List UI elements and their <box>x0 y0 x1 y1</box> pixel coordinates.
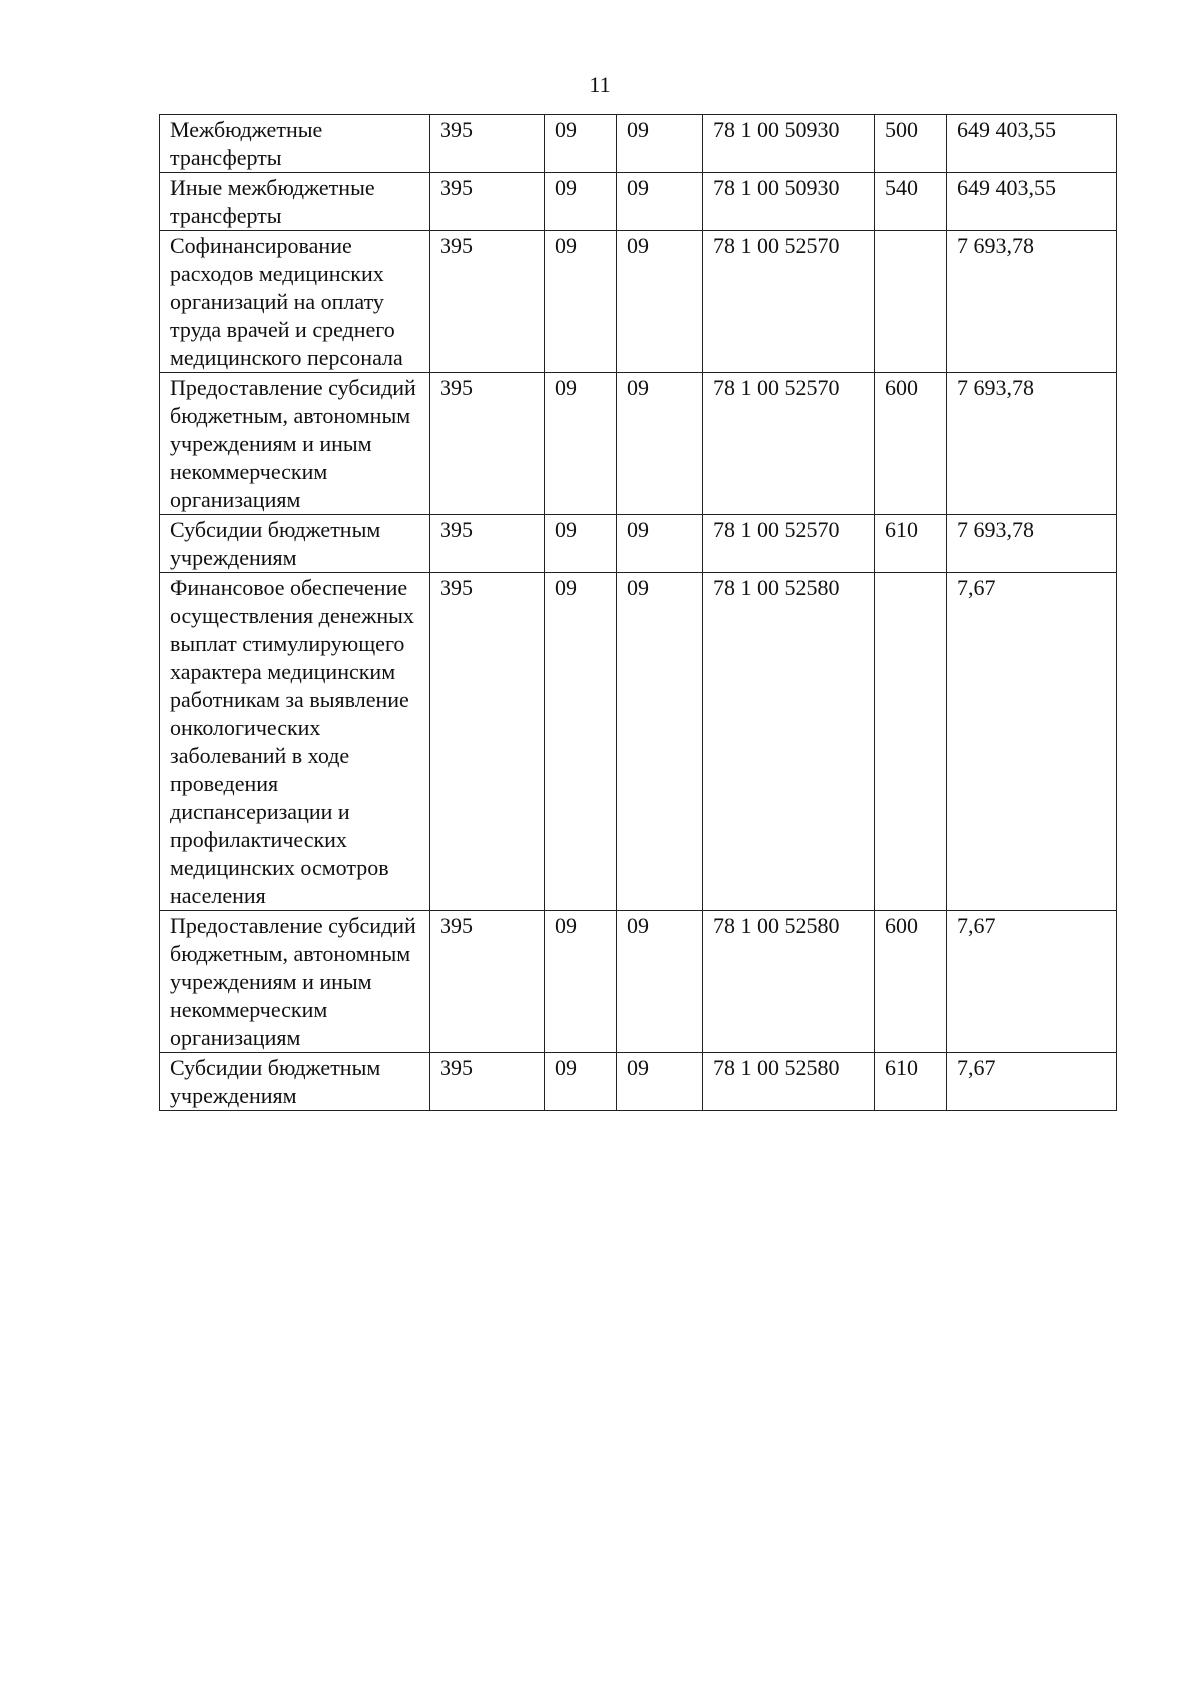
cell-sum: 7 693,78 <box>947 515 1117 573</box>
cell-sum: 7 693,78 <box>947 373 1117 515</box>
cell-grbs: 395 <box>430 515 545 573</box>
cell-section: 09 <box>545 231 617 373</box>
cell-subsection: 09 <box>617 231 703 373</box>
cell-expense-type: 600 <box>875 911 947 1053</box>
table-row <box>160 231 1117 373</box>
cell-grbs: 395 <box>430 573 545 911</box>
cell-target-article: 78 1 00 50930 <box>703 173 875 231</box>
cell-grbs: 395 <box>430 1053 545 1111</box>
table-row <box>160 515 1117 573</box>
cell-section: 09 <box>545 573 617 911</box>
cell-expense-type <box>875 231 947 373</box>
cell-grbs: 395 <box>430 115 545 173</box>
cell-subsection: 09 <box>617 1053 703 1111</box>
cell-section: 09 <box>545 515 617 573</box>
cell-grbs: 395 <box>430 373 545 515</box>
cell-sum: 7,67 <box>947 573 1117 911</box>
cell-name: Субсидии бюджетным учреждениям <box>160 1053 430 1111</box>
cell-sum: 7,67 <box>947 911 1117 1053</box>
cell-sum: 649 403,55 <box>947 115 1117 173</box>
cell-section: 09 <box>545 115 617 173</box>
cell-subsection: 09 <box>617 515 703 573</box>
cell-sum: 7 693,78 <box>947 231 1117 373</box>
cell-target-article: 78 1 00 52580 <box>703 1053 875 1111</box>
cell-name: Предоставление субсидий бюджетным, автономным учреждениям и иным некоммерческим организациям <box>160 911 430 1053</box>
table-row <box>160 373 1117 515</box>
cell-grbs: 395 <box>430 911 545 1053</box>
cell-section: 09 <box>545 373 617 515</box>
cell-expense-type: 610 <box>875 1053 947 1111</box>
cell-name: Межбюджетные трансферты <box>160 115 430 173</box>
cell-name: Предоставление субсидий бюджетным, автономным учреждениям и иным некоммерческим организациям <box>160 373 430 515</box>
cell-subsection: 09 <box>617 911 703 1053</box>
cell-section: 09 <box>545 173 617 231</box>
table-row <box>160 173 1117 231</box>
cell-subsection: 09 <box>617 173 703 231</box>
budget-table <box>159 114 1117 1111</box>
table-row <box>160 1053 1117 1111</box>
table-row <box>160 573 1117 911</box>
cell-grbs: 395 <box>430 173 545 231</box>
cell-expense-type: 610 <box>875 515 947 573</box>
cell-section: 09 <box>545 1053 617 1111</box>
cell-name: Софинансирование расходов медицинских организаций на оплату труда врачей и среднего медицинского персонала <box>160 231 430 373</box>
cell-target-article: 78 1 00 52580 <box>703 573 875 911</box>
cell-target-article: 78 1 00 50930 <box>703 115 875 173</box>
cell-name: Субсидии бюджетным учреждениям <box>160 515 430 573</box>
cell-sum: 7,67 <box>947 1053 1117 1111</box>
cell-name: Финансовое обеспечение осуществления денежных выплат стимулирующего характера медицинским работникам за выявление онкологических заболеваний в ходе проведения диспансеризации и профилактических медицинских осмотров населения <box>160 573 430 911</box>
cell-grbs: 395 <box>430 231 545 373</box>
cell-target-article: 78 1 00 52580 <box>703 911 875 1053</box>
cell-expense-type: 540 <box>875 173 947 231</box>
cell-expense-type: 600 <box>875 373 947 515</box>
page-number: 11 <box>589 72 611 97</box>
cell-expense-type <box>875 573 947 911</box>
cell-section: 09 <box>545 911 617 1053</box>
cell-expense-type: 500 <box>875 115 947 173</box>
table-row <box>160 911 1117 1053</box>
cell-sum: 649 403,55 <box>947 173 1117 231</box>
cell-subsection: 09 <box>617 573 703 911</box>
cell-target-article: 78 1 00 52570 <box>703 373 875 515</box>
cell-target-article: 78 1 00 52570 <box>703 231 875 373</box>
cell-name: Иные межбюджетные трансферты <box>160 173 430 231</box>
table-row <box>160 115 1117 173</box>
cell-subsection: 09 <box>617 115 703 173</box>
cell-subsection: 09 <box>617 373 703 515</box>
cell-target-article: 78 1 00 52570 <box>703 515 875 573</box>
